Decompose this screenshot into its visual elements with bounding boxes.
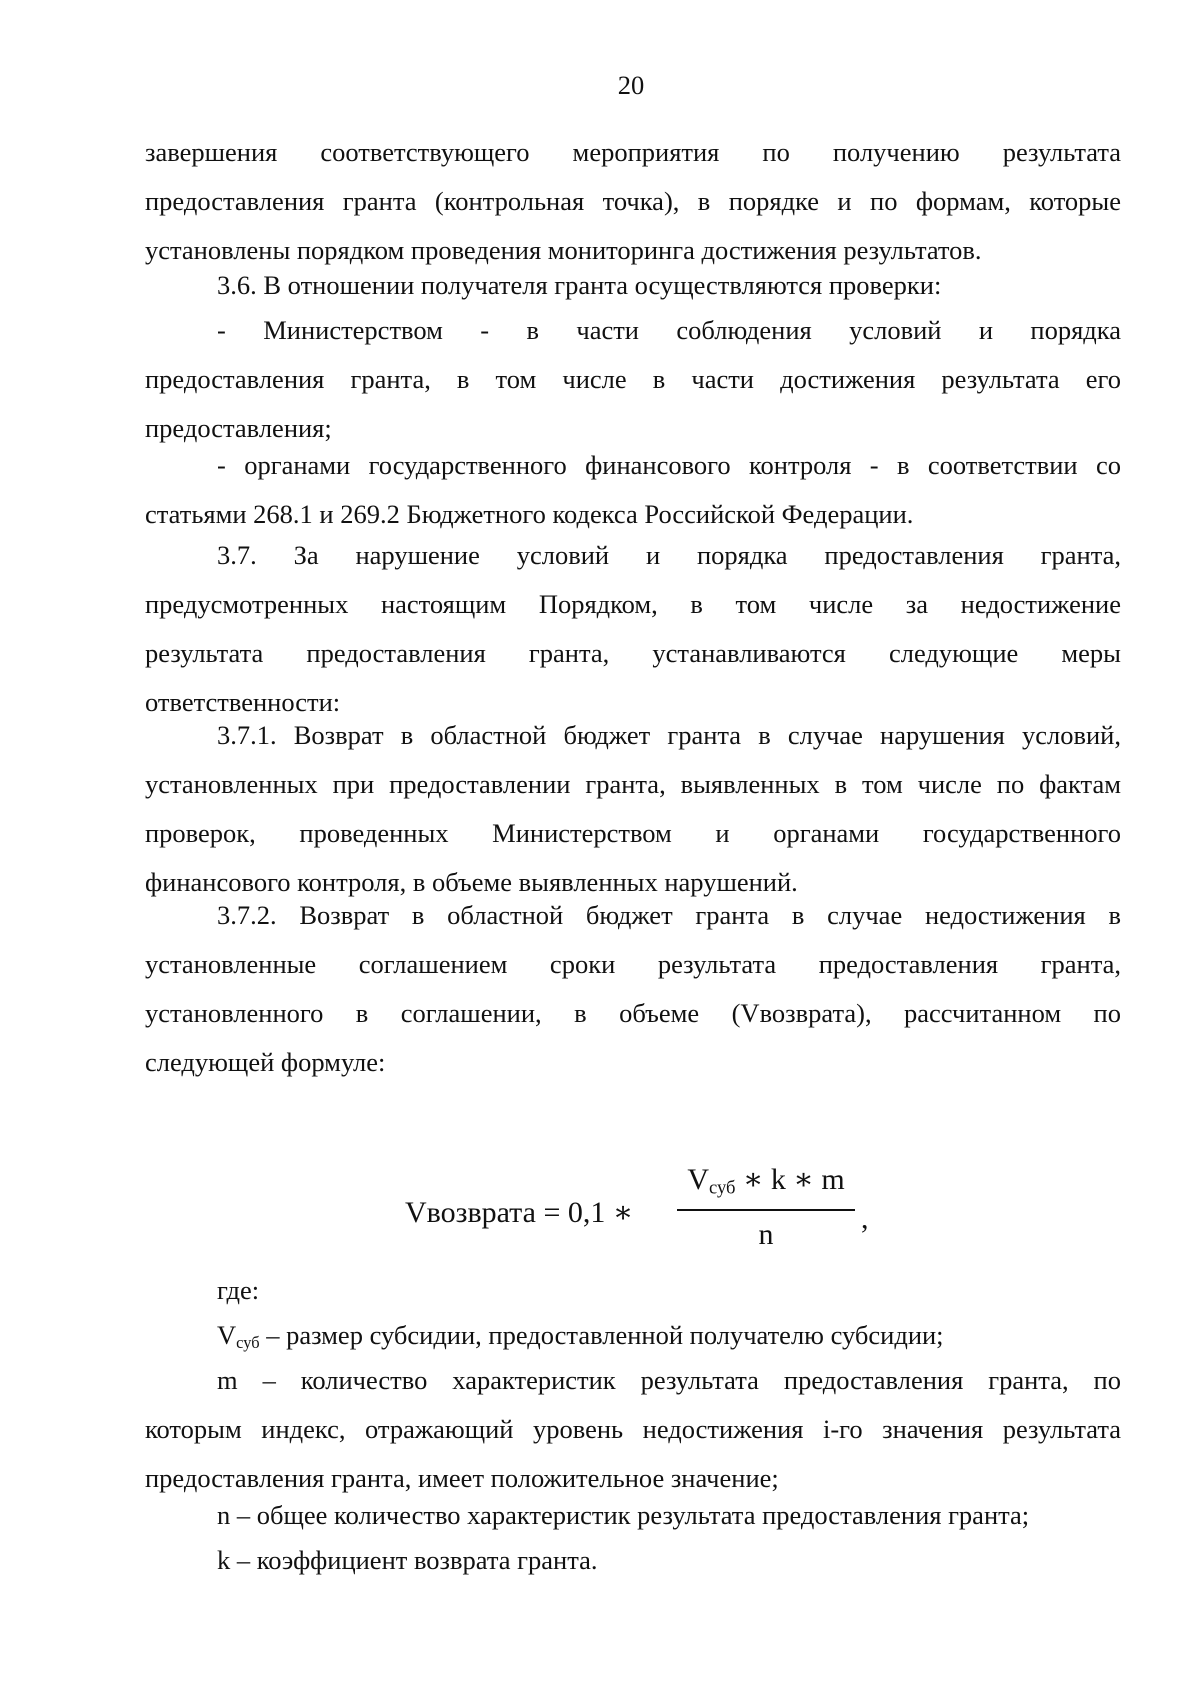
definition-k [145, 1536, 1121, 1585]
text-line: - органами государственного финансового контроля - в соответствии со [217, 450, 1121, 480]
text-line: 3.7.1. Возврат в областной бюджет гранта в случае нарушения условий, [217, 720, 1121, 750]
text-line: которым индекс, отражающий уровень недостижения i-го значения результата [145, 1414, 1121, 1444]
paragraph-3-7-1 [145, 711, 1121, 907]
text-line: k – коэффициент возврата гранта. [217, 1545, 598, 1575]
text-line: - Министерством - в части соблюдения условий и порядка [217, 315, 1121, 345]
formula-numerator [677, 1162, 855, 1197]
text-line: финансового контроля, в объеме выявленных нарушений. [145, 867, 798, 897]
formula-v-subscript: суб [709, 1177, 736, 1199]
fraction-bar [677, 1209, 855, 1211]
page-number: 20 [617, 70, 645, 100]
text-line: предоставления; [145, 413, 332, 443]
text-line: завершения соответствующего мероприятия по получению результата [145, 137, 1121, 167]
text-line: предоставления гранта (контрольная точка), в порядке и по формам, которые [145, 186, 1121, 216]
paragraph-continuation [145, 128, 1121, 275]
definition-text: – размер субсидии, предоставленной получателю субсидии; [259, 1320, 944, 1350]
text-line: m – количество характеристик результата предоставления гранта, по [217, 1365, 1121, 1395]
text-line: предоставления гранта, в том числе в части достижения результата его [145, 364, 1121, 394]
text-line: проверок, проведенных Министерством и органами государственного [145, 818, 1121, 848]
v-symbol: V [217, 1320, 237, 1350]
paragraph-3-7-2 [145, 891, 1121, 1087]
text-line: установленных при предоставлении гранта, выявленных в том числе по фактам [145, 769, 1121, 799]
formula-v-symbol: V [687, 1163, 709, 1196]
formula-denominator: n [758, 1218, 774, 1251]
definition-n [145, 1491, 1121, 1540]
text-line: n – общее количество характеристик результата предоставления гранта; [217, 1500, 1030, 1530]
text-line: установленные соглашением сроки результата предоставления гранта, [145, 949, 1121, 979]
text-line: 3.6. В отношении получателя гранта осуществляются проверки: [217, 270, 942, 300]
text-line: предусмотренных настоящим Порядком, в том числе за недостижение [145, 589, 1121, 619]
text-line: установлены порядком проведения мониторинга достижения результатов. [145, 235, 982, 265]
text-line: 3.7.2. Возврат в областной бюджет гранта в случае недостижения в [217, 900, 1121, 930]
formula-numerator-rest: ∗ k ∗ m [735, 1163, 845, 1196]
text-line: установленного в соглашении, в объеме (Vвозврата), рассчитанном по [145, 998, 1121, 1028]
return-formula [405, 1158, 905, 1268]
formula-comma: , [861, 1202, 869, 1235]
text-line: предоставления гранта, имеет положительное значение; [145, 1463, 779, 1493]
paragraph-3-7 [145, 531, 1121, 727]
definition-m [145, 1356, 1121, 1503]
text-line [145, 1311, 1121, 1360]
definition-vsub [145, 1311, 1121, 1360]
formula-fraction [677, 1158, 855, 1268]
paragraph-control-organs [145, 441, 1121, 539]
text-line: статьями 268.1 и 269.2 Бюджетного кодекса Российской Федерации. [145, 499, 914, 529]
text-line: 3.7. За нарушение условий и порядка предоставления гранта, [217, 540, 1121, 570]
text-line: ответственности: [145, 687, 341, 717]
v-subscript: суб [236, 1333, 260, 1353]
paragraph-ministry-checks [145, 306, 1121, 453]
where-label-paragraph [145, 1266, 1121, 1315]
text-line: следующей формуле: [145, 1047, 386, 1077]
text-line: результата предоставления гранта, устанавливаются следующие меры [145, 638, 1121, 668]
where-label: где: [217, 1275, 260, 1305]
paragraph-3-6 [145, 261, 1121, 310]
formula-left-side: Vвозврата = 0,1 ∗ [405, 1196, 634, 1229]
